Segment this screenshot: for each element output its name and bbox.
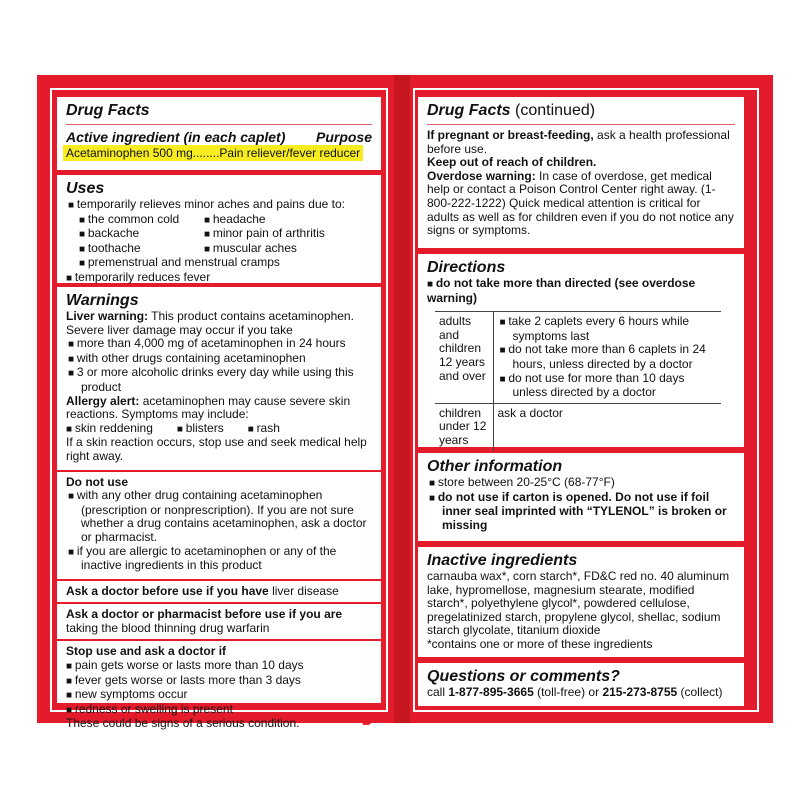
inactive-text: carnauba wax*, corn starch*, FD&C red no. 40 aluminum lake, hypromellose, magnesium stearate, modified starch*, polyethylene glycol*, powdered cellulose, pregelatinized starch, propylene glycol, shellac, sodium starch glycolate, titanium dioxide xyxy=(427,569,730,638)
other-information-section xyxy=(418,453,744,541)
uses-title: Uses xyxy=(66,180,105,197)
other-info-item: ■ store between 20-25°C (68-77°F) xyxy=(427,476,735,491)
dose-item: ■ take 2 caplets every 6 hours while symptoms last xyxy=(498,315,718,343)
title-suffix: (continued) xyxy=(510,102,596,119)
warning-item: ■ 3 or more alcoholic drinks every day while using this product xyxy=(66,366,372,394)
use-item: ■ premenstrual and menstrual cramps xyxy=(66,256,372,271)
stop-use-title: Stop use and ask a doctor if xyxy=(66,644,227,659)
use-item: ■ muscular aches xyxy=(204,242,325,257)
allergy-after: If a skin reaction occurs, stop use and seek medical help right away. xyxy=(66,435,367,463)
pregnant-label: If pregnant or breast-feeding, xyxy=(427,128,594,142)
card-fold xyxy=(394,75,410,723)
overdose-text: In case of overdose, get medical help or contact a Poison Control Center right away. (1-800-222-1222) Quick medical attention is critical for adults as well as for children even if you do not notice any signs or symptoms. xyxy=(427,168,734,238)
allergy-item: ■ rash xyxy=(248,422,280,437)
liver-warning-label: Liver warning: xyxy=(66,309,149,323)
use-item: ■ backache xyxy=(79,227,204,242)
do-not-use-item: ■ if you are allergic to acetaminophen or any of the inactive ingredients in this product xyxy=(66,545,372,573)
keep-out-text: Keep out of reach of children. xyxy=(427,155,597,170)
age-group: children under 12 years xyxy=(435,403,493,450)
warnings-section xyxy=(57,287,381,731)
uses-section xyxy=(57,175,381,283)
do-not-use-title: Do not use xyxy=(66,474,128,489)
stop-use-item: ■ fever gets worse or lasts more than 3 days xyxy=(66,674,372,689)
table-row xyxy=(435,312,721,404)
dose-text: ask a doctor xyxy=(497,405,563,420)
inactive-title: Inactive ingredients xyxy=(427,552,578,569)
toll-free-phone[interactable]: 1-877-895-3665 xyxy=(448,685,534,699)
pregnant-text: ask a health professional before use. xyxy=(427,128,730,156)
allergy-item: ■ blisters xyxy=(177,422,224,437)
call-mid: (toll-free) or xyxy=(533,685,603,699)
collect-phone[interactable]: 215-273-8755 xyxy=(602,685,678,699)
use-item: ■ toothache xyxy=(79,242,204,257)
table-row xyxy=(435,403,721,450)
use-item: ■ minor pain of arthritis xyxy=(204,227,325,242)
inactive-ingredients-section xyxy=(418,547,744,657)
allergy-alert-text: acetaminophen may cause severe skin reactions. Symptoms may include: xyxy=(66,393,351,422)
active-ingredient-line: Acetaminophen 500 mg........Pain reliever/fever reducer xyxy=(63,145,363,161)
use-item: ■ temporarily reduces fever xyxy=(66,271,372,286)
dose-item: ■ do not use for more than 10 days unless directed by a doctor xyxy=(498,372,718,400)
warnings-title: Warnings xyxy=(66,292,139,309)
other-info-title: Other information xyxy=(427,458,563,475)
continue-arrow-icon: ➨ xyxy=(361,716,372,731)
stop-use-item: ■ redness or swelling is present xyxy=(66,703,372,718)
continued-section xyxy=(418,97,744,248)
purpose-heading: Purpose xyxy=(315,129,372,145)
warning-item: ■ with other drugs containing acetaminophen xyxy=(66,352,372,367)
dose-item: ■ do not take more than 6 caplets in 24 hours, unless directed by a doctor xyxy=(498,343,718,371)
call-end: (collect) xyxy=(677,685,723,699)
allergy-item: ■ skin reddening xyxy=(66,422,153,437)
directions-section xyxy=(418,254,744,447)
uses-intro: ■ temporarily relieves minor aches and pains due to: xyxy=(66,198,372,213)
warning-item: ■ more than 4,000 mg of acetaminophen in 24 hours xyxy=(66,337,372,352)
age-group: adults and children 12 years and over xyxy=(435,312,493,404)
drug-facts-header xyxy=(57,97,381,170)
directions-title: Directions xyxy=(427,259,506,276)
stop-use-item: ■ pain gets worse or lasts more than 10 days xyxy=(66,659,372,674)
liver-warning-text: This product contains acetaminophen. Severe liver damage may occur if you take xyxy=(66,309,354,337)
questions-section xyxy=(418,663,744,706)
overdose-label: Overdose warning: xyxy=(427,168,536,183)
title: Drug Facts xyxy=(427,102,511,119)
ask-doctor-label: Ask a doctor before use if you have xyxy=(66,583,269,598)
directions-table xyxy=(435,311,721,450)
questions-title: Questions or comments? xyxy=(427,668,620,685)
do-not-use-item: ■ with any other drug containing acetaminophen (prescription or nonprescription). If you are not sure whether a drug contains acetaminophen, ask a doctor or pharmacist. xyxy=(66,489,372,544)
ask-doctor-text: liver disease xyxy=(268,583,339,598)
stop-use-after: These could be signs of a serious condition. xyxy=(66,716,300,731)
active-ingredient-heading: Active ingredient (in each caplet) xyxy=(66,129,286,145)
allergy-alert-label: Allergy alert: xyxy=(66,393,140,408)
ask-pharmacist-text: taking the blood thinning drug warfarin xyxy=(66,620,270,635)
ask-pharmacist-label: Ask a doctor or pharmacist before use if you are xyxy=(66,607,343,622)
call-text: call xyxy=(427,685,449,699)
other-info-item: ■ do not use if carton is opened. Do not use if foil inner seal imprinted with “TYLENOL” is broken or missing xyxy=(427,491,735,533)
stop-use-item: ■ new symptoms occur xyxy=(66,688,372,703)
directions-first: ■ do not take more than directed (see overdose warning) xyxy=(427,277,735,305)
use-item: ■ the common cold xyxy=(79,213,204,228)
inactive-note: *contains one or more of these ingredients xyxy=(427,636,653,651)
use-item: ■ headache xyxy=(204,213,325,228)
title: Drug Facts xyxy=(66,102,150,119)
